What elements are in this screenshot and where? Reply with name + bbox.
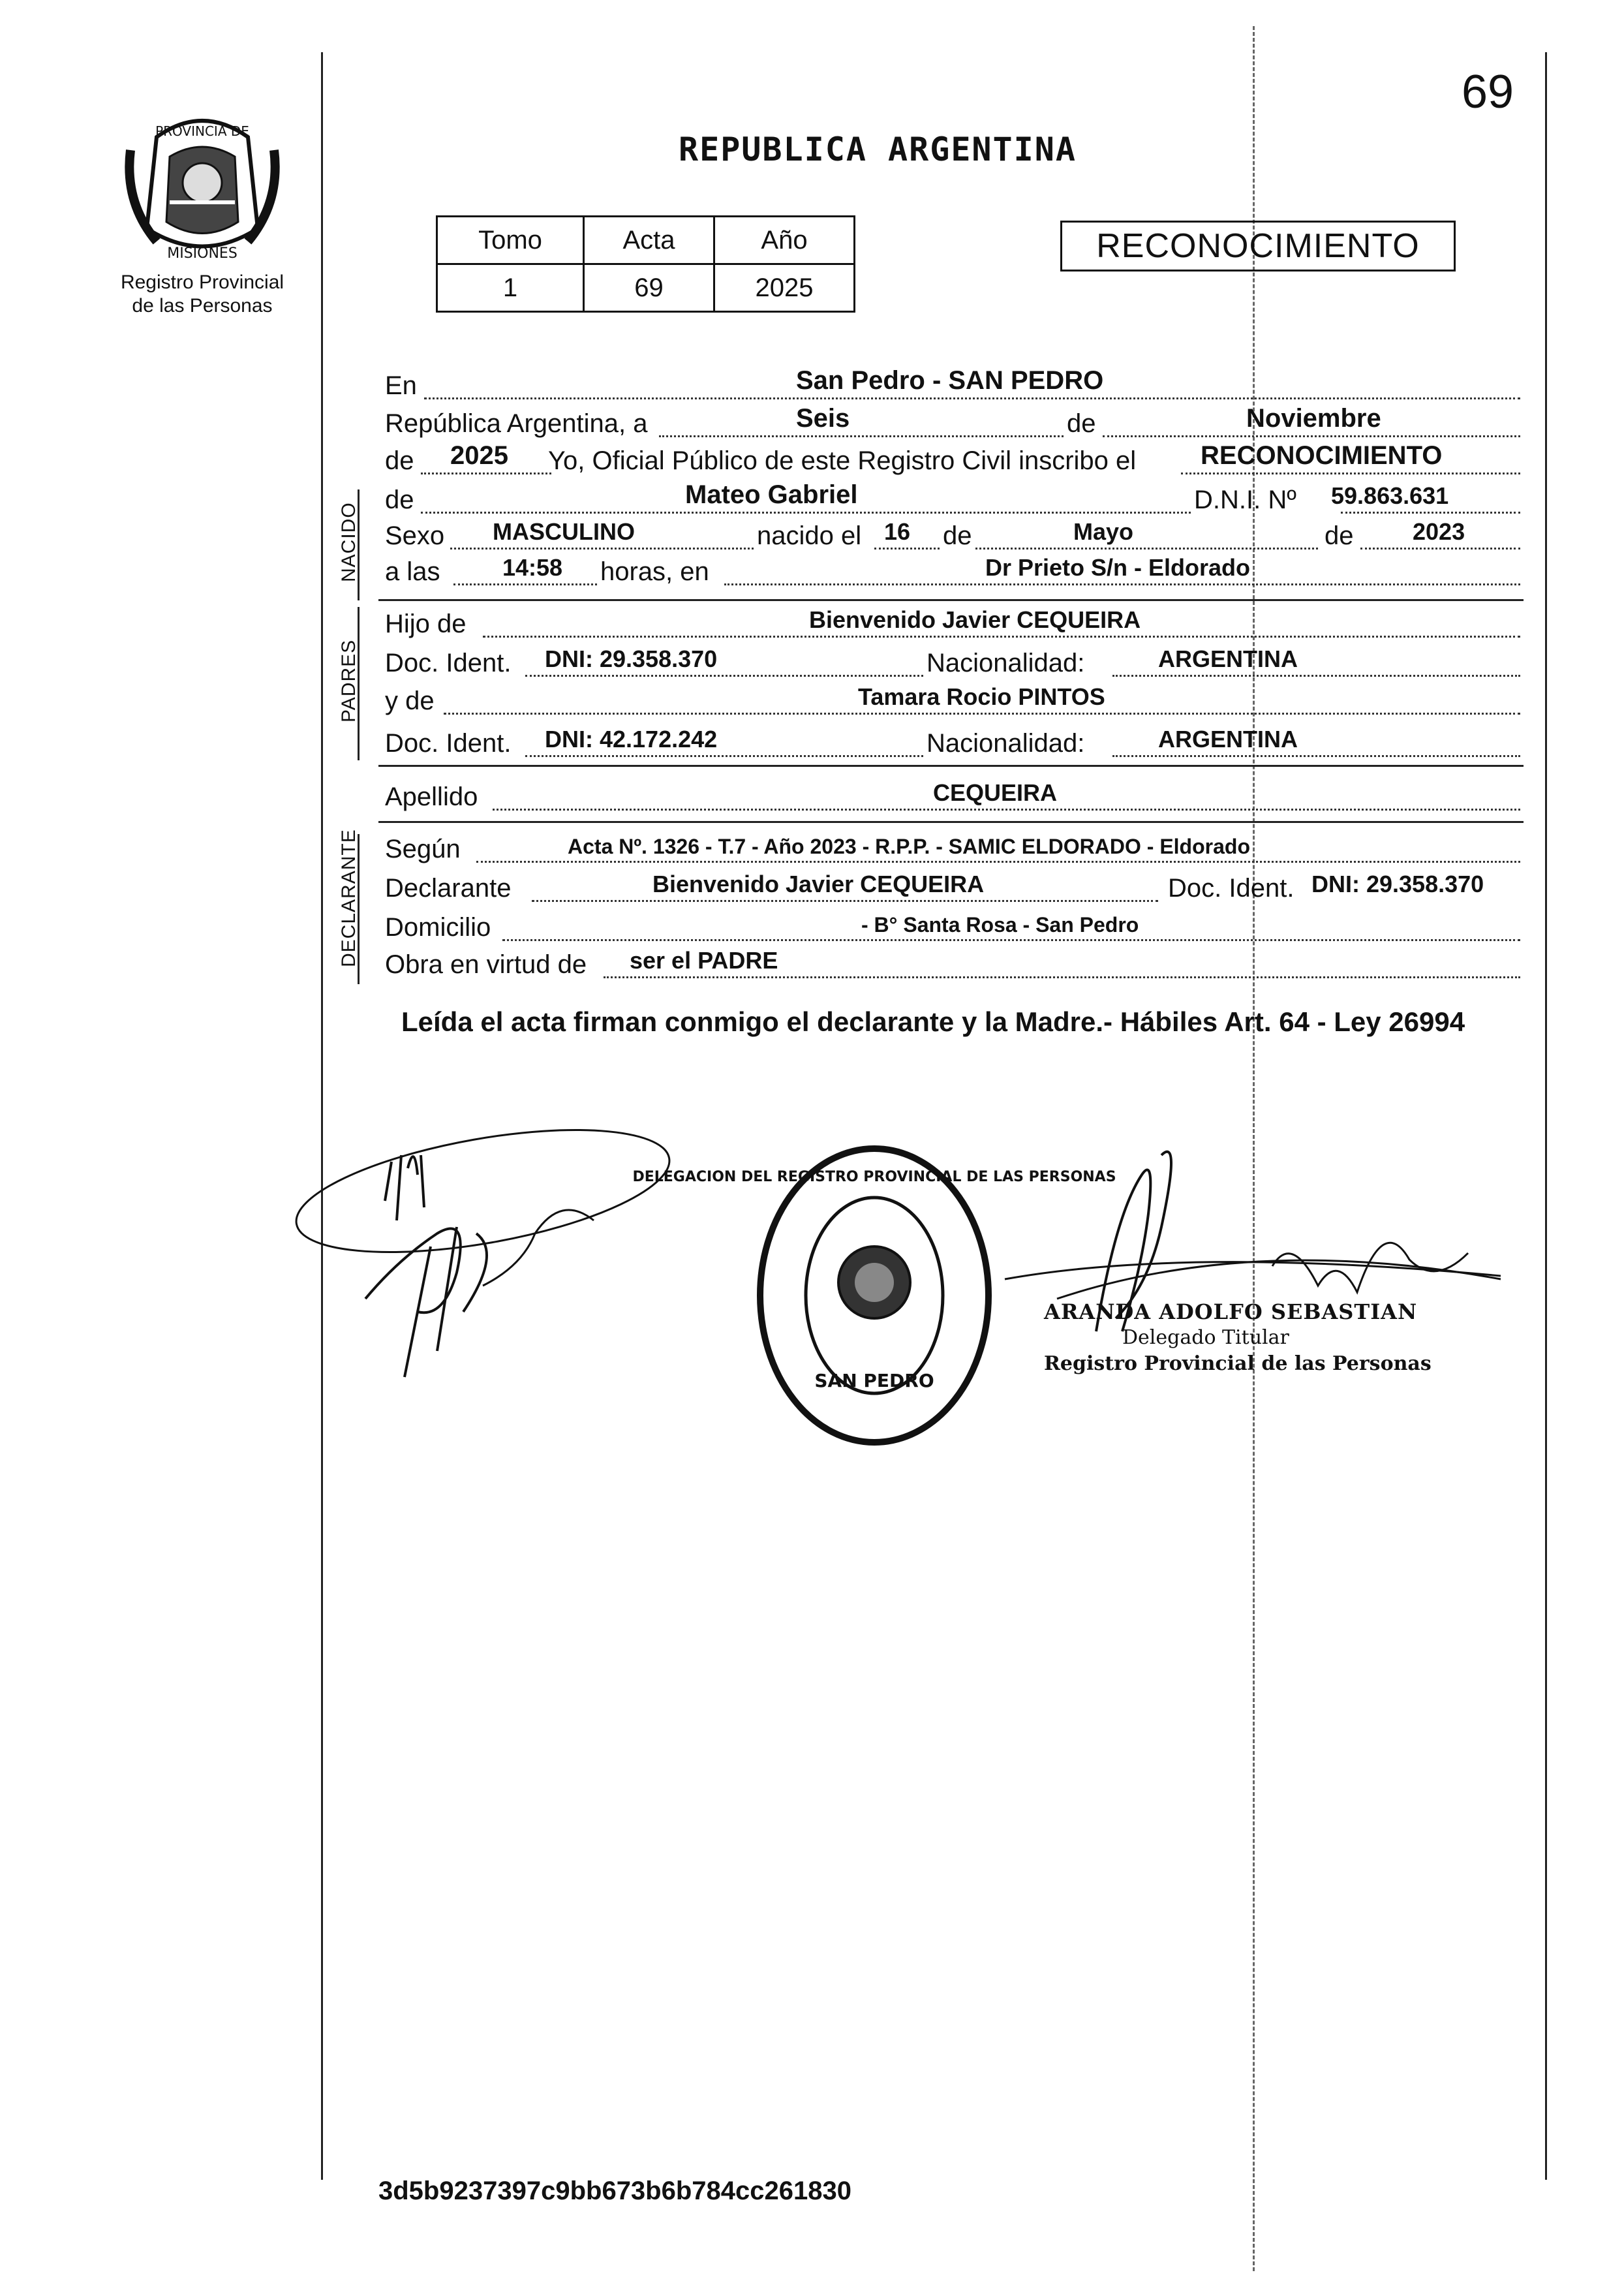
table-cell-tomo: 1	[437, 264, 584, 312]
domicilio-label: Domicilio	[385, 913, 491, 942]
nacido-name-value: Mateo Gabriel	[685, 480, 858, 509]
separator-1	[378, 599, 1524, 601]
sexo-value: MASCULINO	[493, 518, 635, 545]
mother-nac-label: Nacionalidad:	[927, 729, 1085, 758]
declarante-doc-value: DNI: 29.358.370	[1311, 871, 1484, 897]
row-padre	[385, 604, 1520, 643]
closing-statement: Leída el acta firman conmigo el declarante y la Madre.- Hábiles Art. 64 - Ley 26994	[401, 1006, 1465, 1037]
de-label: de	[1067, 409, 1096, 438]
mother-doc-label: Doc. Ident.	[385, 729, 512, 758]
de2-label: de	[385, 446, 414, 475]
time-value: 14:58	[502, 554, 563, 581]
apellido-label: Apellido	[385, 783, 478, 811]
country-title: REPUBLICA ARGENTINA	[679, 131, 1077, 168]
hijo-label: Hijo de	[385, 610, 467, 638]
row-inscribe	[385, 441, 1520, 480]
table-header-tomo: Tomo	[437, 217, 584, 264]
alas-label: a las	[385, 557, 440, 586]
official-stamp	[632, 1132, 1116, 1459]
table-header-row	[437, 217, 855, 264]
obra-value: ser el PADRE	[630, 947, 778, 974]
birth-de-label: de	[943, 521, 972, 550]
table-row	[437, 264, 855, 312]
mother-nac-value: ARGENTINA	[1158, 726, 1298, 752]
row-nacido-sexo	[385, 516, 1520, 555]
officer-block	[1044, 1299, 1432, 1377]
registry-caption-2: de las Personas	[132, 295, 273, 317]
birth-day-value: 16	[884, 518, 911, 545]
sexo-label: Sexo	[385, 521, 445, 550]
svg-text:MISIONES: MISIONES	[167, 245, 237, 262]
domicilio-value: - B° Santa Rosa - San Pedro	[861, 913, 1139, 937]
separator-2	[378, 765, 1524, 767]
father-doc-label: Doc. Ident.	[385, 649, 512, 677]
registry-caption-1: Registro Provincial	[120, 271, 284, 293]
obra-label: Obra en virtud de	[385, 950, 587, 979]
row-madre-doc	[385, 723, 1520, 762]
row-apellido	[385, 777, 1520, 816]
segun-label: Según	[385, 835, 461, 863]
row-nacido-name	[385, 480, 1520, 519]
place-value: Dr Prieto S/n - Eldorado	[985, 554, 1251, 581]
page-number: 69	[1462, 66, 1514, 118]
horas-label: horas, en	[600, 557, 709, 586]
dni-value: 59.863.631	[1331, 482, 1449, 509]
table-cell-acta: 69	[584, 264, 714, 312]
table-header-acta: Acta	[584, 217, 714, 264]
segun-value: Acta Nº. 1326 - T.7 - Año 2023 - R.P.P. - SAMIC ELDORADO - Eldorado	[568, 835, 1250, 858]
separator-3	[378, 821, 1524, 823]
row-nacido-hora	[385, 551, 1520, 591]
inscribe-value: RECONOCIMIENTO	[1201, 441, 1443, 470]
father-doc-value: DNI: 29.358.370	[545, 645, 718, 672]
table-header-anio: Año	[714, 217, 855, 264]
declarant-signature	[287, 1103, 692, 1410]
row-padre-doc	[385, 643, 1520, 682]
mother-doc-value: DNI: 42.172.242	[545, 726, 718, 752]
tomo-acta-table	[436, 215, 855, 313]
officer-office: Registro Provincial de las Personas	[1044, 1352, 1432, 1375]
nacido-el-label: nacido el	[757, 521, 862, 550]
republica-label: República Argentina, a	[385, 409, 648, 438]
registry-logo	[114, 111, 290, 318]
document-type-box: RECONOCIMIENTO	[1060, 221, 1456, 271]
birth-month-value: Mayo	[1073, 518, 1134, 545]
svg-text:DELEGACION DEL REGISTRO PROVIN: DELEGACION DEL REGISTRO PROVINCIAL DE LAS PERSONAS	[632, 1169, 1116, 1185]
month-value: Noviembre	[1246, 404, 1381, 433]
coat-of-arms-icon	[117, 111, 287, 268]
day-value: Seis	[796, 404, 850, 433]
svg-text:SAN PEDRO: SAN PEDRO	[814, 1370, 934, 1391]
row-madre	[385, 681, 1520, 720]
father-nac-value: ARGENTINA	[1158, 645, 1298, 672]
document-hash: 3d5b9237397c9bb673b6b784cc261830	[378, 2177, 851, 2205]
row-domicilio	[385, 907, 1520, 946]
row-segun	[385, 829, 1520, 868]
officer-name: ARANDA ADOLFO SEBASTIAN	[1044, 1299, 1418, 1324]
birth-de2-label: de	[1325, 521, 1354, 550]
en-value: San Pedro - SAN PEDRO	[796, 366, 1104, 395]
en-label: En	[385, 371, 417, 400]
right-margin-line	[1545, 52, 1547, 2180]
declarante-value: Bienvenido Javier CEQUEIRA	[652, 871, 985, 897]
officer-title: Delegado Titular	[1122, 1326, 1289, 1349]
birth-year-value: 2023	[1413, 518, 1465, 545]
nacido-de-label: de	[385, 486, 414, 514]
declarante-doc-label: Doc. Ident.	[1168, 874, 1295, 903]
year-value: 2025	[450, 441, 508, 470]
padres-side-label: PADRES	[338, 639, 360, 722]
svg-text:PROVINCIA DE: PROVINCIA DE	[155, 123, 249, 139]
declarante-side-label: DECLARANTE	[338, 829, 360, 967]
row-en	[385, 365, 1520, 405]
oficial-text: Yo, Oficial Público de este Registro Civil inscribo el	[548, 446, 1137, 475]
dni-label: D.N.I. Nº	[1194, 486, 1296, 514]
row-obra	[385, 944, 1520, 984]
yde-label: y de	[385, 687, 435, 715]
declarante-label: Declarante	[385, 874, 512, 903]
father-name-value: Bienvenido Javier CEQUEIRA	[809, 606, 1141, 633]
apellido-value: CEQUEIRA	[933, 779, 1058, 806]
table-cell-anio: 2025	[714, 264, 855, 312]
row-declarante	[385, 868, 1520, 907]
mother-name-value: Tamara Rocio PINTOS	[858, 683, 1105, 710]
father-nac-label: Nacionalidad:	[927, 649, 1085, 677]
nacido-side-label: NACIDO	[338, 502, 360, 582]
row-fecha	[385, 403, 1520, 442]
